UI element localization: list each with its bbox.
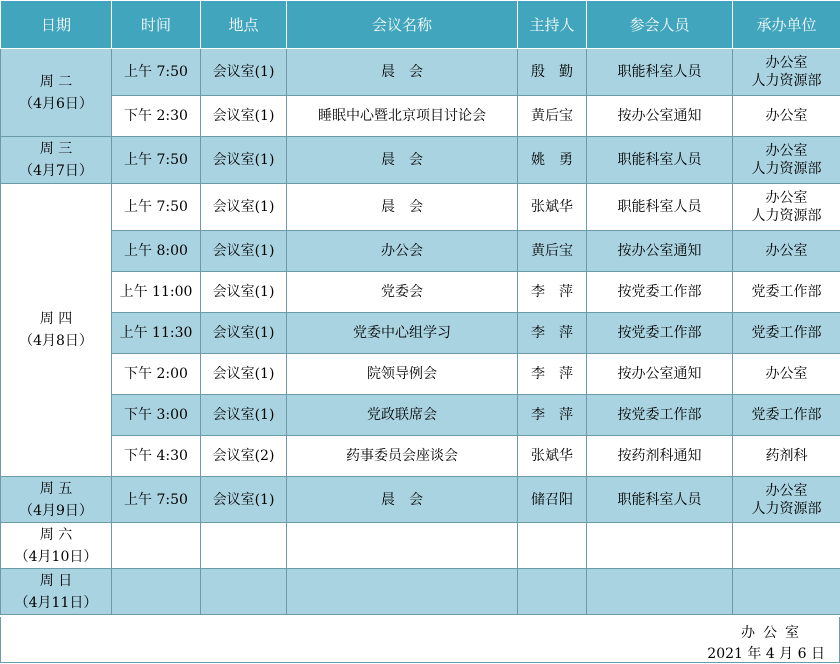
day-cell: 周 五 （4月9日） <box>1 477 112 523</box>
header-date: 日期 <box>1 1 112 49</box>
organizer-cell: 党委工作部 <box>733 272 840 313</box>
empty-cell <box>112 523 201 569</box>
header-location: 地点 <box>201 1 287 49</box>
table-row <box>1 184 840 231</box>
table-row <box>1 354 840 395</box>
header-host: 主持人 <box>518 1 587 49</box>
meeting-name-cell: 晨 会 <box>287 49 518 96</box>
attendees-cell: 按党委工作部 <box>587 313 733 354</box>
empty-cell <box>587 569 733 615</box>
organizer-cell: 办公室 人力资源部 <box>733 49 840 96</box>
organizer-cell: 党委工作部 <box>733 395 840 436</box>
header-time: 时间 <box>112 1 201 49</box>
location-cell: 会议室(1) <box>201 313 287 354</box>
header-attendees: 参会人员 <box>587 1 733 49</box>
table-row <box>1 436 840 477</box>
organizer-cell: 办公室 人力资源部 <box>733 184 840 231</box>
attendees-cell: 职能科室人员 <box>587 137 733 184</box>
host-cell: 李 萍 <box>518 354 587 395</box>
organizer-cell: 办公室 <box>733 231 840 272</box>
empty-cell <box>112 569 201 615</box>
table-row <box>1 313 840 354</box>
time-cell: 上午 11:30 <box>112 313 201 354</box>
host-cell: 李 萍 <box>518 395 587 436</box>
time-cell: 上午 8:00 <box>112 231 201 272</box>
attendees-cell: 职能科室人员 <box>587 477 733 523</box>
time-cell: 上午 7:50 <box>112 49 201 96</box>
meeting-name-cell: 睡眠中心暨北京项目讨论会 <box>287 96 518 137</box>
time-cell: 上午 7:50 <box>112 137 201 184</box>
empty-cell <box>518 569 587 615</box>
host-cell: 储召阳 <box>518 477 587 523</box>
meeting-name-cell: 院领导例会 <box>287 354 518 395</box>
empty-cell <box>518 523 587 569</box>
attendees-cell: 职能科室人员 <box>587 184 733 231</box>
table-row <box>1 137 840 184</box>
day-cell: 周 六 （4月10日） <box>1 523 112 569</box>
header-meeting-name: 会议名称 <box>287 1 518 49</box>
time-cell: 上午 7:50 <box>112 184 201 231</box>
meeting-name-cell: 党政联席会 <box>287 395 518 436</box>
table-row <box>1 569 840 615</box>
attendees-cell: 按办公室通知 <box>587 231 733 272</box>
time-cell: 下午 2:00 <box>112 354 201 395</box>
meeting-name-cell: 药事委员会座谈会 <box>287 436 518 477</box>
empty-cell <box>733 569 840 615</box>
host-cell: 张斌华 <box>518 436 587 477</box>
meeting-name-cell: 晨 会 <box>287 184 518 231</box>
signature-footer <box>0 617 840 663</box>
location-cell: 会议室(1) <box>201 477 287 523</box>
location-cell: 会议室(1) <box>201 231 287 272</box>
organizer-cell: 办公室 <box>733 354 840 395</box>
location-cell: 会议室(1) <box>201 354 287 395</box>
day-cell: 周 二 （4月6日） <box>1 49 112 137</box>
meeting-name-cell: 晨 会 <box>287 137 518 184</box>
attendees-cell: 职能科室人员 <box>587 49 733 96</box>
organizer-cell: 药剂科 <box>733 436 840 477</box>
table-row <box>1 523 840 569</box>
table-row <box>1 96 840 137</box>
host-cell: 姚 勇 <box>518 137 587 184</box>
location-cell: 会议室(1) <box>201 272 287 313</box>
header-row <box>1 1 840 49</box>
host-cell: 李 萍 <box>518 313 587 354</box>
table-row <box>1 395 840 436</box>
empty-cell <box>287 569 518 615</box>
time-cell: 上午 7:50 <box>112 477 201 523</box>
meeting-name-cell: 办公会 <box>287 231 518 272</box>
host-cell: 黄后宝 <box>518 231 587 272</box>
location-cell: 会议室(1) <box>201 395 287 436</box>
location-cell: 会议室(1) <box>201 137 287 184</box>
organizer-cell: 办公室 <box>733 96 840 137</box>
meeting-name-cell: 晨 会 <box>287 477 518 523</box>
day-cell: 周 四 （4月8日） <box>1 184 112 477</box>
attendees-cell: 按药剂科通知 <box>587 436 733 477</box>
organizer-cell: 办公室 人力资源部 <box>733 477 840 523</box>
meeting-name-cell: 党委会 <box>287 272 518 313</box>
empty-cell <box>201 523 287 569</box>
table-row <box>1 49 840 96</box>
attendees-cell: 按党委工作部 <box>587 272 733 313</box>
table-row <box>1 477 840 523</box>
host-cell: 殷 勤 <box>518 49 587 96</box>
organizer-cell: 党委工作部 <box>733 313 840 354</box>
footer-office: 办公室 <box>741 625 807 641</box>
empty-cell <box>201 569 287 615</box>
organizer-cell: 办公室 人力资源部 <box>733 137 840 184</box>
location-cell: 会议室(1) <box>201 96 287 137</box>
meeting-name-cell: 党委中心组学习 <box>287 313 518 354</box>
header-organizer: 承办单位 <box>733 1 840 49</box>
time-cell: 下午 3:00 <box>112 395 201 436</box>
attendees-cell: 按办公室通知 <box>587 354 733 395</box>
day-cell: 周 三 （4月7日） <box>1 137 112 184</box>
empty-cell <box>587 523 733 569</box>
attendees-cell: 按办公室通知 <box>587 96 733 137</box>
empty-cell <box>733 523 840 569</box>
empty-cell <box>287 523 518 569</box>
host-cell: 张斌华 <box>518 184 587 231</box>
time-cell: 下午 4:30 <box>112 436 201 477</box>
day-cell: 周 日 （4月11日） <box>1 569 112 615</box>
footer-date: 2021 年 4 月 6 日 <box>707 646 825 662</box>
host-cell: 李 萍 <box>518 272 587 313</box>
location-cell: 会议室(2) <box>201 436 287 477</box>
time-cell: 上午 11:00 <box>112 272 201 313</box>
location-cell: 会议室(1) <box>201 49 287 96</box>
table-row <box>1 272 840 313</box>
location-cell: 会议室(1) <box>201 184 287 231</box>
time-cell: 下午 2:30 <box>112 96 201 137</box>
host-cell: 黄后宝 <box>518 96 587 137</box>
table-row <box>1 231 840 272</box>
attendees-cell: 按党委工作部 <box>587 395 733 436</box>
